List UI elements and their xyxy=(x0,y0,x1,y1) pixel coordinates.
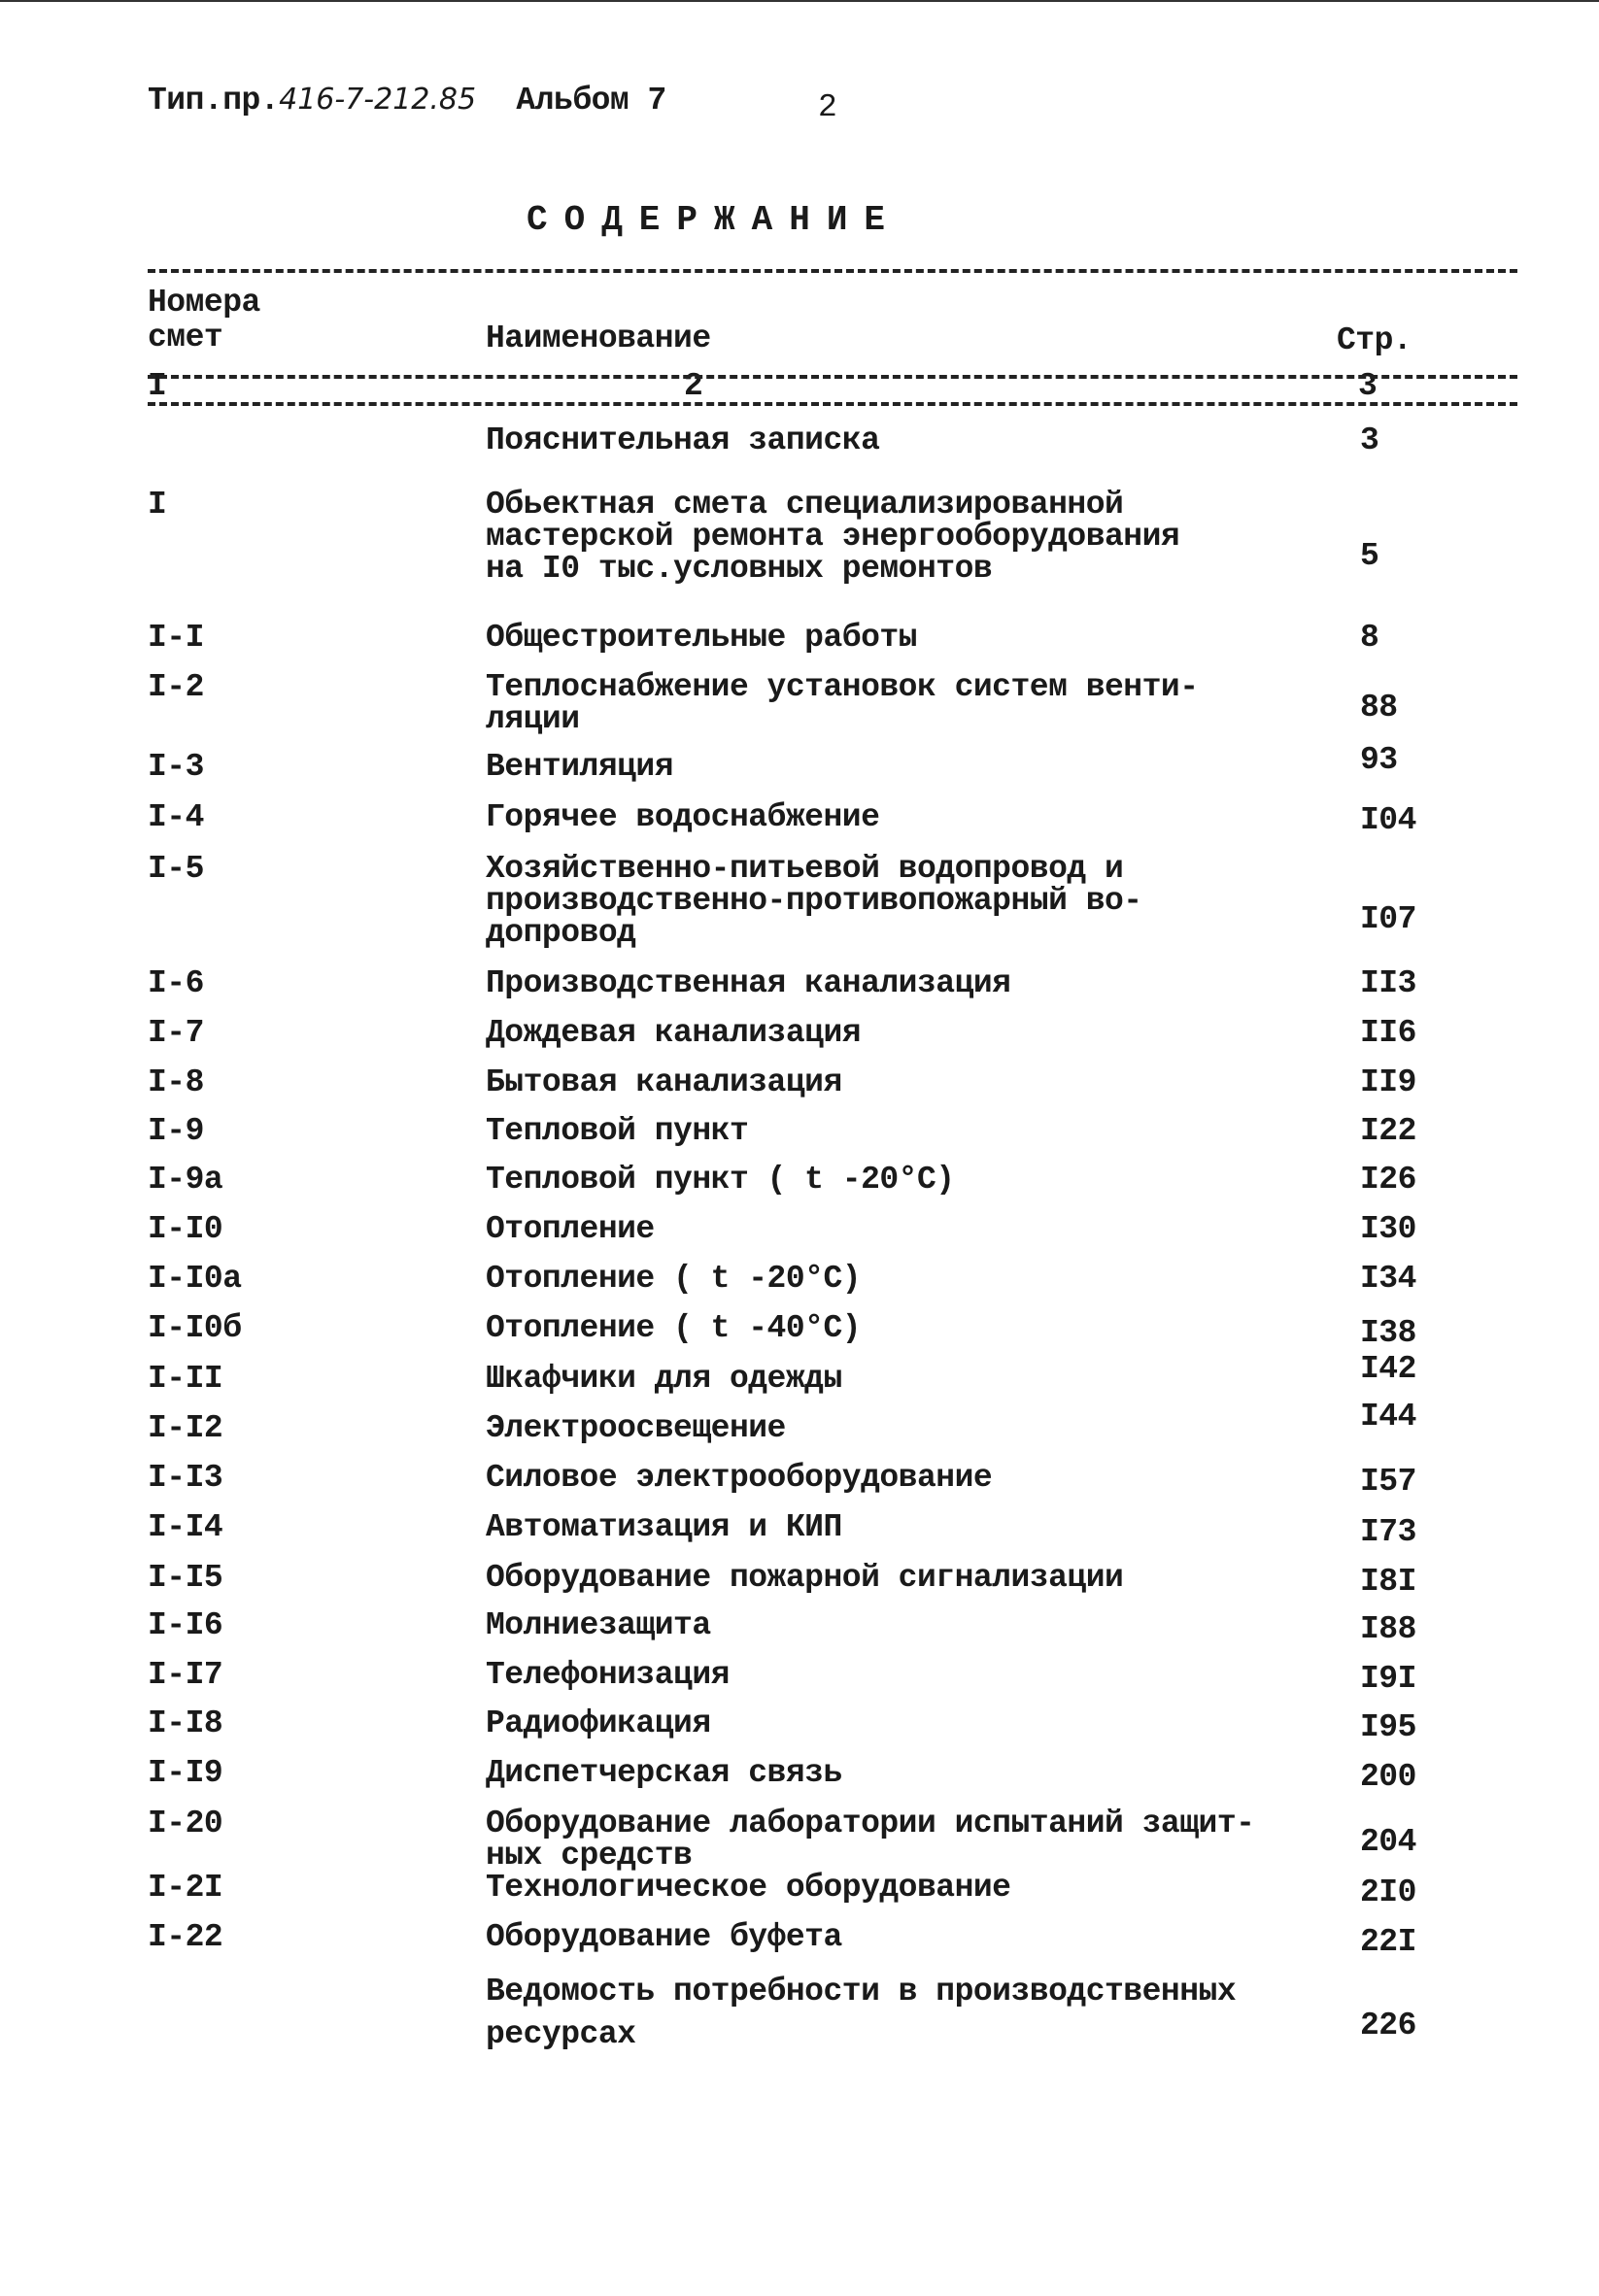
row-number: I xyxy=(148,487,167,523)
column-index-name: 2 xyxy=(684,368,703,404)
row-name xyxy=(486,1066,842,1098)
row-page: I07 xyxy=(1360,901,1416,937)
row-name-line: Оборудование буфета xyxy=(486,1919,842,1955)
row-name-line: Радиофикация xyxy=(486,1705,711,1741)
row-name xyxy=(486,1363,842,1395)
row-number: I-I7 xyxy=(148,1657,223,1693)
row-name xyxy=(486,1971,1236,2056)
row-name-line: Обьектная смета специализированной xyxy=(486,487,1124,523)
row-number: I-I9 xyxy=(148,1755,223,1791)
row-name-line: Ведомость потребности в производственных xyxy=(486,1974,1237,2009)
row-name-line: Силовое электрооборудование xyxy=(486,1460,993,1496)
row-page: 204 xyxy=(1360,1824,1416,1860)
album-label: Альбом 7 xyxy=(516,83,666,118)
row-name xyxy=(486,853,1142,949)
row-name xyxy=(486,622,917,654)
row-name-line: Вентиляция xyxy=(486,749,674,785)
column-header-number xyxy=(148,286,260,355)
row-name xyxy=(486,1312,861,1344)
row-name-line: Диспетчерская связь xyxy=(486,1755,842,1791)
row-name-line: ляции xyxy=(486,701,580,737)
row-number: I-3 xyxy=(148,749,204,785)
row-number: I-8 xyxy=(148,1064,204,1100)
row-page: 93 xyxy=(1360,742,1398,778)
page-title: СОДЕРЖАНИЕ xyxy=(527,200,902,240)
row-name-line: производственно-противопожарный во- xyxy=(486,883,1142,919)
row-name-line: Телефонизация xyxy=(486,1657,730,1693)
row-name xyxy=(486,1115,748,1147)
row-page: I22 xyxy=(1360,1113,1416,1149)
row-name-line: Отопление ( t -40°C) xyxy=(486,1310,862,1346)
project-code-handwritten: 416-7-212.85 xyxy=(279,83,477,117)
row-number: I-I0а xyxy=(148,1261,242,1297)
row-name-line: Технологическое оборудование xyxy=(486,1870,1011,1906)
row-name xyxy=(486,1757,842,1789)
row-name xyxy=(486,967,1011,999)
row-name-line: мастерской ремонта энергооборудования xyxy=(486,519,1180,555)
row-name-line: Бытовая канализация xyxy=(486,1064,842,1100)
divider-index-top xyxy=(148,375,1517,379)
column-index-page: 3 xyxy=(1358,368,1378,404)
column-index-number: I xyxy=(148,368,167,404)
row-number: I-I4 xyxy=(148,1509,223,1545)
row-name-line: на I0 тыс.условных ремонтов xyxy=(486,551,993,587)
row-name-line: Горячее водоснабжение xyxy=(486,799,880,835)
scan-edge-line xyxy=(0,0,1599,2)
header-prefix: Тип.пр. xyxy=(148,83,280,118)
row-name xyxy=(486,489,1179,585)
row-number: I-9 xyxy=(148,1113,204,1149)
row-page: I73 xyxy=(1360,1514,1416,1550)
row-name-line: Тепловой пункт xyxy=(486,1113,749,1149)
row-name xyxy=(486,424,879,456)
row-page: II6 xyxy=(1360,1015,1416,1051)
row-number: I-20 xyxy=(148,1806,223,1841)
row-name xyxy=(486,801,879,833)
row-name-line: Теплоснабжение установок систем венти- xyxy=(486,669,1199,705)
document-header xyxy=(148,84,666,118)
row-number: I-I6 xyxy=(148,1607,223,1643)
row-number: I-I5 xyxy=(148,1560,223,1596)
row-page: II9 xyxy=(1360,1064,1416,1100)
row-name-line: Оборудование пожарной сигнализации xyxy=(486,1560,1124,1596)
row-page: 88 xyxy=(1360,690,1398,726)
row-name-line: Отопление ( t -20°C) xyxy=(486,1261,862,1297)
row-page: I8I xyxy=(1360,1564,1416,1600)
row-page: I30 xyxy=(1360,1211,1416,1247)
row-number: I-I8 xyxy=(148,1705,223,1741)
row-name-line: Пояснительная записка xyxy=(486,422,880,458)
column-header-name: Наименование xyxy=(486,321,711,356)
row-name xyxy=(486,671,1199,735)
row-name-line: допровод xyxy=(486,915,636,951)
row-page: I95 xyxy=(1360,1709,1416,1745)
row-name xyxy=(486,751,673,783)
row-number: I-6 xyxy=(148,965,204,1001)
row-page: I9I xyxy=(1360,1661,1416,1697)
row-page: 3 xyxy=(1360,422,1379,458)
row-name-line: Молниезащита xyxy=(486,1607,711,1643)
row-page: I04 xyxy=(1360,802,1416,838)
row-name-line: Электроосвещение xyxy=(486,1410,786,1446)
row-name-line: Дождевая канализация xyxy=(486,1015,862,1051)
row-page: 22I xyxy=(1360,1924,1416,1960)
row-name xyxy=(486,1412,786,1444)
row-number: I-9а xyxy=(148,1162,223,1198)
row-page: I44 xyxy=(1360,1399,1416,1435)
row-number: I-22 xyxy=(148,1919,223,1955)
row-number: I-I0б xyxy=(148,1310,242,1346)
row-name xyxy=(486,1659,730,1691)
row-name-line: Отопление xyxy=(486,1211,655,1247)
row-name-line: Автоматизация и КИП xyxy=(486,1509,842,1545)
row-page: 200 xyxy=(1360,1759,1416,1795)
row-name xyxy=(486,1511,842,1543)
row-page: I34 xyxy=(1360,1261,1416,1297)
row-name xyxy=(486,1609,711,1641)
row-number: I-5 xyxy=(148,851,204,887)
column-header-number-line2: смет xyxy=(148,320,223,355)
page-number: 2 xyxy=(818,89,837,125)
row-name xyxy=(486,1562,1123,1594)
row-number: I-2 xyxy=(148,669,204,705)
row-name-line: Общестроительные работы xyxy=(486,620,917,656)
row-name xyxy=(486,1921,842,1953)
row-page: 8 xyxy=(1360,620,1379,656)
row-number: I-I3 xyxy=(148,1460,223,1496)
divider-index-bottom xyxy=(148,402,1517,406)
row-name xyxy=(486,1213,655,1245)
column-header-number-line1: Номера xyxy=(148,285,260,321)
row-page: I57 xyxy=(1360,1464,1416,1500)
row-number: I-I xyxy=(148,620,204,656)
row-page: 2I0 xyxy=(1360,1874,1416,1910)
row-number: I-2I xyxy=(148,1870,223,1906)
row-number: I-I2 xyxy=(148,1410,223,1446)
row-page: I26 xyxy=(1360,1162,1416,1198)
row-page: I88 xyxy=(1360,1611,1416,1647)
row-page: II3 xyxy=(1360,965,1416,1001)
row-name-line: ных средств xyxy=(486,1838,693,1874)
row-name-line: Хозяйственно-питьевой водопровод и xyxy=(486,851,1124,887)
row-page: I42 xyxy=(1360,1351,1416,1387)
row-page: 226 xyxy=(1360,2008,1416,2043)
row-name xyxy=(486,1263,861,1295)
row-name xyxy=(486,1462,992,1494)
row-name xyxy=(486,1707,711,1739)
row-name xyxy=(486,1807,1254,1872)
row-number: I-4 xyxy=(148,799,204,835)
row-number: I-II xyxy=(148,1361,223,1397)
row-name-line: Оборудование лаборатории испытаний защит- xyxy=(486,1806,1255,1841)
row-page: 5 xyxy=(1360,538,1379,574)
row-name-line: ресурсах xyxy=(486,2016,636,2052)
row-name-line: Производственная канализация xyxy=(486,965,1011,1001)
row-number: I-I0 xyxy=(148,1211,223,1247)
row-number: I-7 xyxy=(148,1015,204,1051)
row-name-line: Тепловой пункт ( t -20°C) xyxy=(486,1162,955,1198)
row-page: I38 xyxy=(1360,1315,1416,1351)
row-name-line: Шкафчики для одежды xyxy=(486,1361,842,1397)
divider-top xyxy=(148,269,1517,273)
row-name xyxy=(486,1017,861,1049)
row-name xyxy=(486,1164,955,1196)
row-name xyxy=(486,1872,1011,1904)
column-header-page: Стр. xyxy=(1337,322,1412,358)
